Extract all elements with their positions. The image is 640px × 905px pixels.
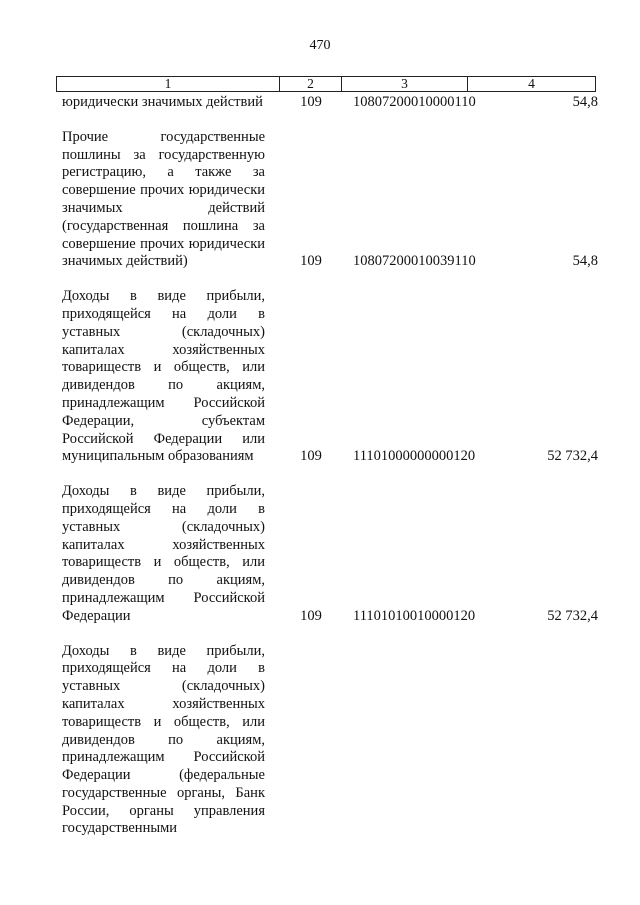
row-budget-code: 11101000000000120 [353, 448, 476, 465]
row-description: Доходы в виде прибыли, приходящейся на доли в уставных (складочных) капиталах хозяйственных товариществ и обществ, или дивидендов по акциям, принадлежащим Российской Федерации [62, 483, 265, 624]
page-number: 470 [309, 38, 331, 53]
row-amount: 54,8 [572, 94, 598, 110]
table-row [62, 483, 600, 625]
table-row [62, 643, 600, 839]
row-amount: 52 732,4 [547, 607, 598, 624]
row-description: юридически значимых действий [62, 94, 263, 110]
row-amount: 54,8 [572, 253, 598, 270]
row-budget-code: 11101010010000120 [353, 607, 476, 624]
row-description: Доходы в виде прибыли, приходящейся на доли в уставных (складочных) капиталах хозяйственных товариществ и обществ, или дивидендов по акциям, принадлежащим Российской Федерации (федеральные государственные органы, Банк России, органы управления государственными [62, 642, 265, 837]
row-budget-code: 10807200010000110 [353, 94, 476, 110]
column-header-4: 4 [467, 77, 595, 91]
row-admin-code: 109 [300, 607, 322, 624]
row-admin-code: 109 [300, 448, 322, 465]
column-header-3: 3 [341, 77, 467, 91]
row-admin-code: 109 [300, 94, 322, 110]
column-header-row [56, 76, 596, 92]
row-budget-code: 10807200010039110 [353, 253, 476, 270]
table-body [62, 94, 600, 855]
row-description: Доходы в виде прибыли, приходящейся на доли в уставных (складочных) капиталах хозяйственных товариществ и обществ, или дивидендов по акциям, принадлежащим Российской Федерации, субъектам Российской Федерации или муниципальным образованиям [62, 288, 265, 465]
table-row [62, 129, 600, 271]
table-row [62, 94, 600, 112]
row-description: Прочие государственные пошлины за государственную регистрацию, а также за совершение прочих юридически значимых действий (государственная пошлина за совершение прочих юридически значимых действий) [62, 128, 265, 270]
column-header-1: 1 [164, 76, 172, 91]
column-header-2: 2 [279, 77, 341, 91]
table-row [62, 288, 600, 466]
row-admin-code: 109 [300, 253, 322, 270]
row-amount: 52 732,4 [547, 448, 598, 465]
